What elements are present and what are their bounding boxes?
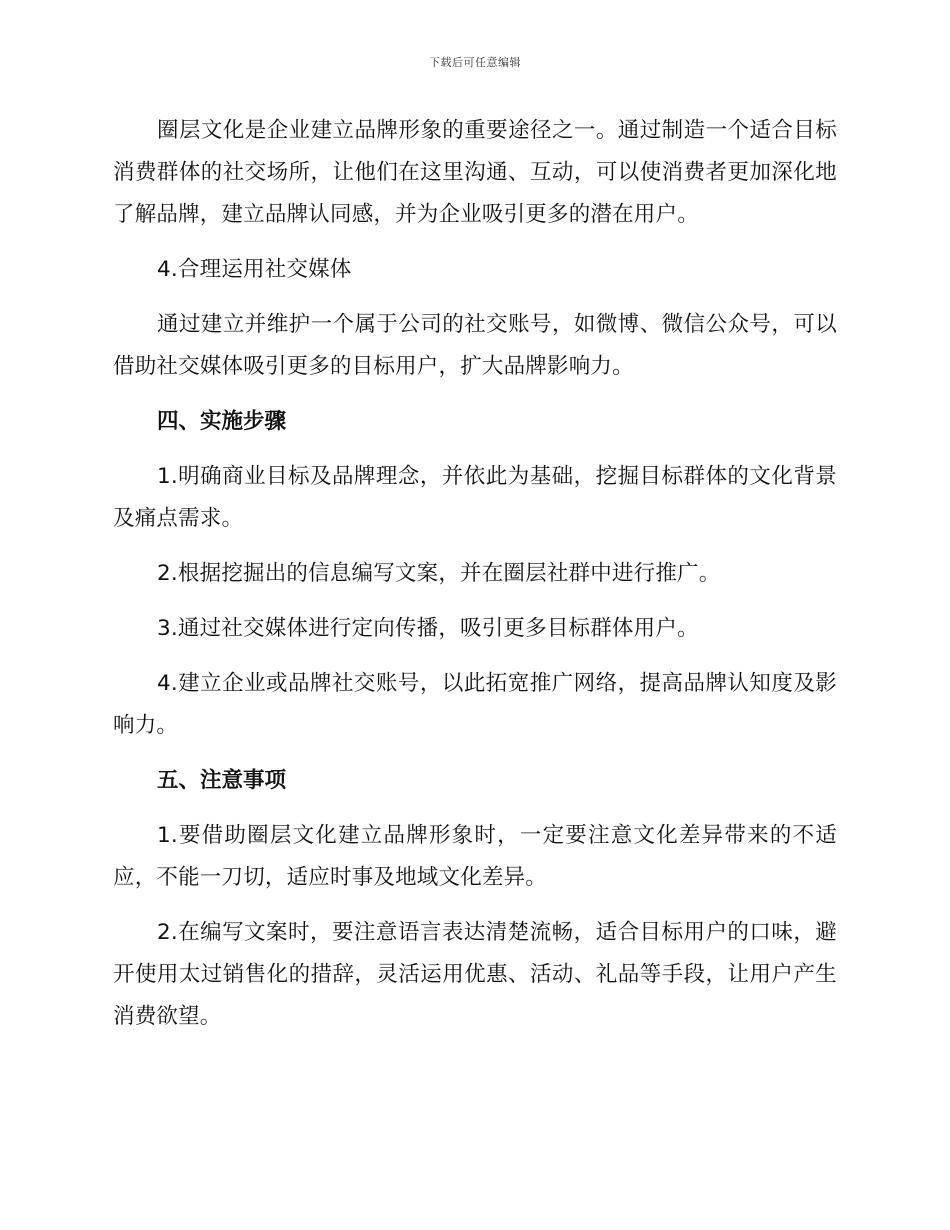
header-note: 下载后可任意编辑 <box>429 56 521 69</box>
paragraph-intro: 圈层文化是企业建立品牌形象的重要途径之一。通过制造一个适合目标消费群体的社交场所，让他们在这里沟通、互动，可以使消费者更加深化地了解品牌，建立品牌认同感，并为企业吸引更多的潜在用户。 <box>113 118 837 227</box>
step-2: 2.根据挖掘出的信息编写文案，并在圈层社群中进行推广。 <box>157 561 721 586</box>
subheading-social-media: 4.合理运用社交媒体 <box>157 257 352 282</box>
step-3: 3.通过社交媒体进行定向传播，吸引更多目标群体用户。 <box>157 616 699 641</box>
step-1: 1.明确商业目标及品牌理念，并依此为基础，挖掘目标群体的文化背景及痛点需求。 <box>113 464 837 531</box>
step-4: 4.建立企业或品牌社交账号，以此拓宽推广网络，提高品牌认知度及影响力。 <box>113 671 837 738</box>
section-heading-implementation: 四、实施步骤 <box>157 409 287 434</box>
document-body <box>113 110 837 1051</box>
note-1: 1.要借助圈层文化建立品牌形象时，一定要注意文化差异带来的不适应，不能一刀切，适应时事及地域文化差异。 <box>113 823 837 890</box>
note-2: 2.在编写文案时，要注意语言表达清楚流畅，适合目标用户的口味，避开使用太过销售化的措辞，灵活运用优惠、活动、礼品等手段，让用户产生消费欲望。 <box>113 920 837 1029</box>
paragraph-social-media: 通过建立并维护一个属于公司的社交账号，如微博、微信公众号，可以借助社交媒体吸引更多的目标用户，扩大品牌影响力。 <box>113 312 837 379</box>
section-heading-notes: 五、注意事项 <box>157 768 287 793</box>
